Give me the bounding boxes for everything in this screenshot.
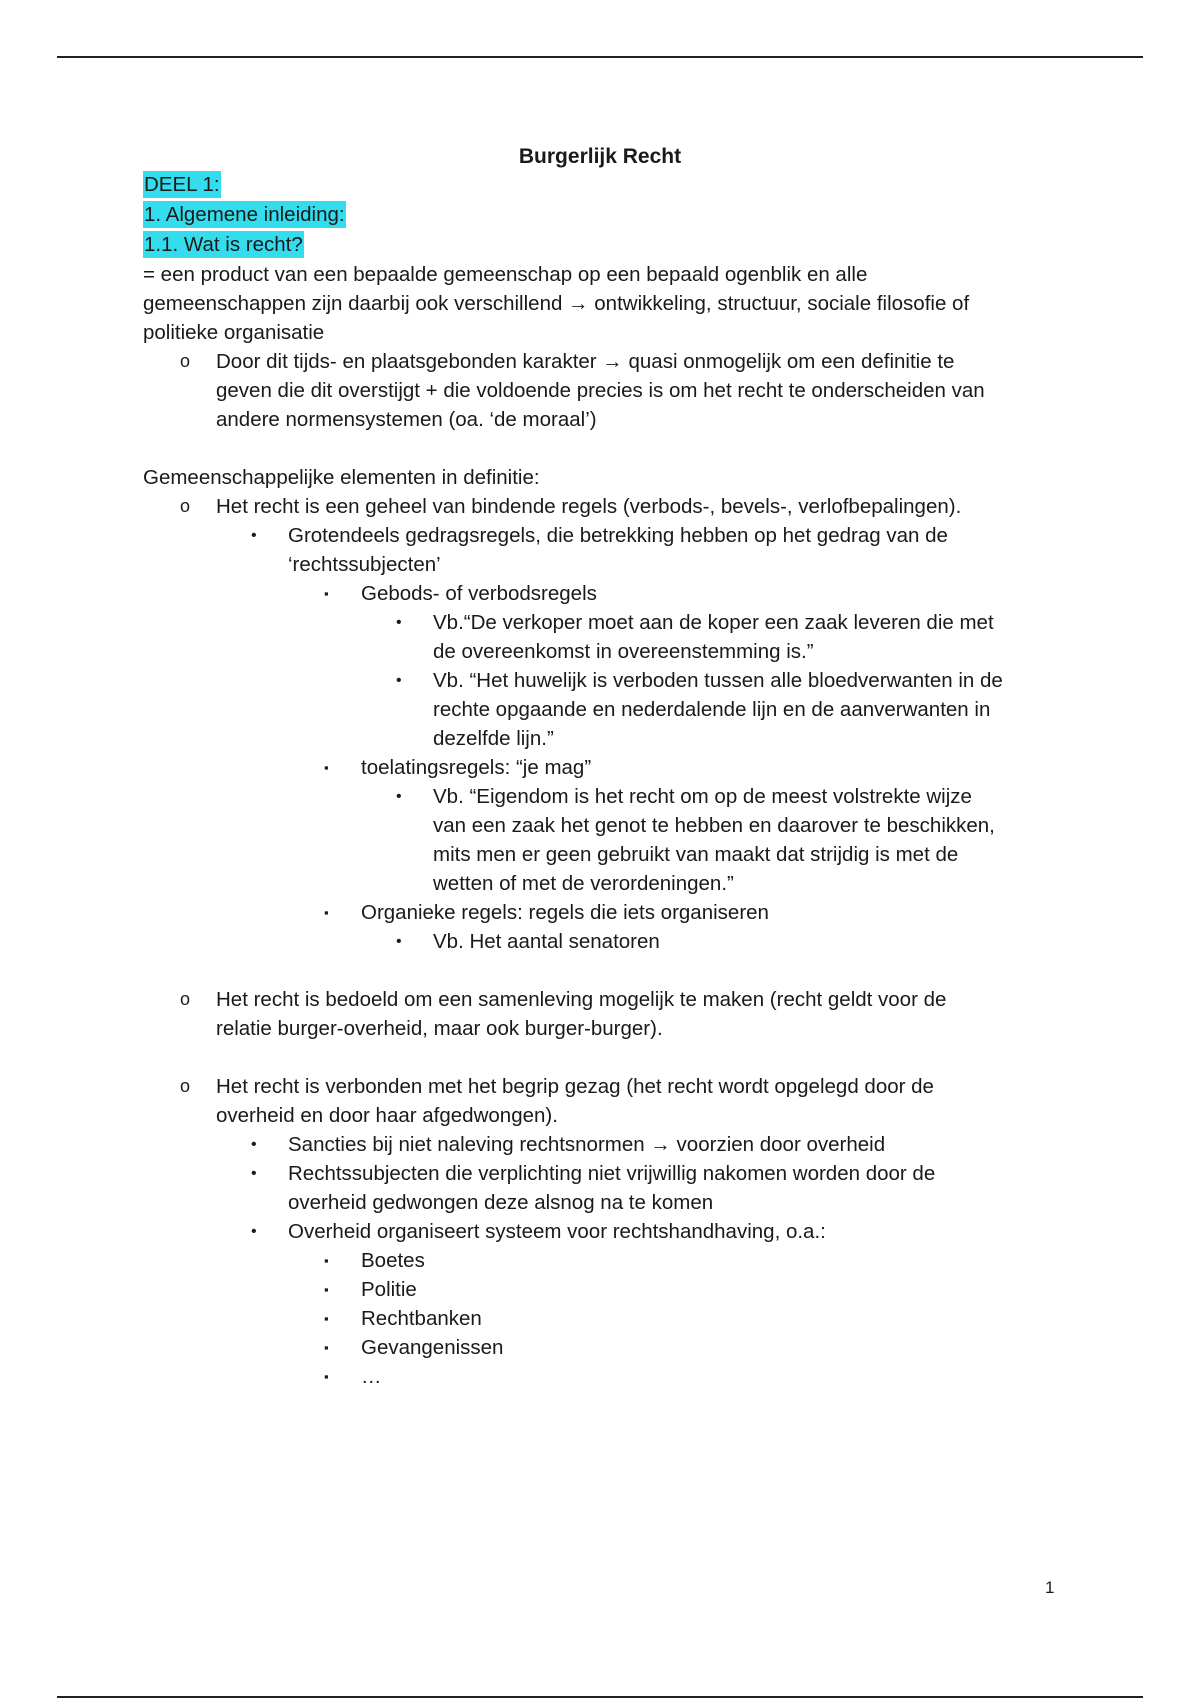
bullet-icon: • — [396, 933, 402, 950]
definition-line: gemeenschappen zijn daarbij ook verschillend → ontwikkeling, structuur, sociale filosofie of — [143, 292, 970, 315]
list-item: • Sancties bij niet naleving rechtsnormen → voorzien door overheid — [143, 1130, 1063, 1159]
bullet-icon: • — [396, 788, 402, 805]
elements-heading: Gemeenschappelijke elementen in definitie: — [143, 466, 540, 489]
list-item: ▪ Gebods- of verbodsregels — [143, 579, 1063, 608]
square-bullet-icon: ▪ — [324, 1253, 329, 1268]
list-item: • Overheid organiseert systeem voor rechtshandhaving, o.a.: — [143, 1217, 1063, 1246]
page-number: 1 — [1045, 1578, 1055, 1597]
heading-section: 1. Algemene inleiding: — [144, 203, 345, 226]
square-bullet-icon: ▪ — [324, 760, 329, 775]
heading-subsection: 1.1. Wat is recht? — [144, 233, 303, 256]
definition-line: = een product van een bepaalde gemeenschap op een bepaald ogenblik en alle — [143, 263, 868, 286]
square-bullet-icon: ▪ — [324, 905, 329, 920]
list-item: • Vb.“De verkoper moet aan de koper een zaak leveren die met de overeenkomst in overeenstemming is.” — [143, 608, 1063, 666]
bullet-icon: • — [251, 1136, 257, 1153]
list-item: ▪ Boetes — [143, 1246, 1063, 1275]
top-rule — [57, 56, 1143, 58]
document-title: Burgerlijk Recht — [518, 145, 682, 168]
list-item: o Het recht is verbonden met het begrip gezag (het recht wordt opgelegd door de overheid en door haar afgedwongen). — [143, 1072, 1063, 1130]
square-bullet-icon: ▪ — [324, 1369, 329, 1384]
circle-bullet-icon: o — [180, 1076, 191, 1096]
square-bullet-icon: ▪ — [324, 1311, 329, 1326]
bullet-icon: • — [251, 1165, 257, 1182]
definition-line: politieke organisatie — [143, 321, 325, 344]
square-bullet-icon: ▪ — [324, 586, 329, 601]
square-bullet-icon: ▪ — [324, 1340, 329, 1355]
list-item: ▪ toelatingsregels: “je mag” — [143, 753, 1063, 782]
bullet-icon: • — [251, 527, 257, 544]
list-item: o Door dit tijds- en plaatsgebonden karakter → quasi onmogelijk om een definitie te geven die dit overstijgt + die voldoende precies is om het recht te onderscheiden van andere normensystemen (oa. ‘de moraal’) — [143, 347, 1063, 434]
list-item: • Vb. “Eigendom is het recht om op de meest volstrekte wijze van een zaak het genot te hebben en daarover te beschikken, mits men er geen gebruikt van maakt dat strijdig is met de wetten of met de verordeningen.” — [143, 782, 1063, 898]
circle-bullet-icon: o — [180, 496, 191, 516]
list-item: • Vb. Het aantal senatoren — [143, 927, 1063, 956]
bullet-icon: • — [396, 672, 402, 689]
bullet-icon: • — [251, 1223, 257, 1240]
list-item: ▪ Organieke regels: regels die iets organiseren — [143, 898, 1063, 927]
list-item: • Rechtssubjecten die verplichting niet vrijwillig nakomen worden door de overheid gedwongen deze alsnog na te komen — [143, 1159, 1063, 1217]
bullet-icon: • — [396, 614, 402, 631]
square-bullet-icon: ▪ — [324, 1282, 329, 1297]
list-item: • Grotendeels gedragsregels, die betrekking hebben op het gedrag van de ‘rechtssubjecten’ — [143, 521, 1063, 579]
list-item: o Het recht is een geheel van bindende regels (verbods-, bevels-, verlofbepalingen). — [143, 492, 1063, 521]
document-body — [143, 170, 1063, 1391]
list-item: ▪ Gevangenissen — [143, 1333, 1063, 1362]
circle-bullet-icon: o — [180, 351, 191, 371]
list-item: ▪ Politie — [143, 1275, 1063, 1304]
list-item: ▪ … — [143, 1362, 1063, 1391]
list-item: o Het recht is bedoeld om een samenleving mogelijk te maken (recht geldt voor de relatie burger-overheid, maar ook burger-burger). — [143, 985, 1063, 1043]
bottom-rule — [57, 1696, 1143, 1698]
heading-deel: DEEL 1: — [144, 173, 220, 196]
circle-bullet-icon: o — [180, 989, 191, 1009]
list-item: • Vb. “Het huwelijk is verboden tussen alle bloedverwanten in de rechte opgaande en nederdalende lijn en de aanverwanten in dezelfde lijn.” — [143, 666, 1063, 753]
list-item: ▪ Rechtbanken — [143, 1304, 1063, 1333]
